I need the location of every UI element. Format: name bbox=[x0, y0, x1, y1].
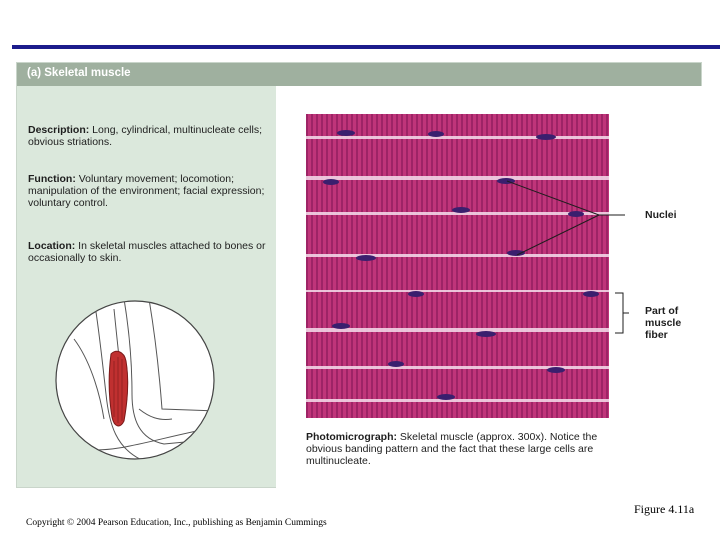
function-text bbox=[28, 173, 268, 209]
arm-muscle-illustration bbox=[54, 299, 216, 461]
muscle-fiber-label: Part of muscle fiber bbox=[645, 305, 682, 341]
skeletal-muscle-micrograph bbox=[306, 114, 609, 418]
nuclei-label: Nuclei bbox=[645, 209, 677, 221]
photomicrograph-caption bbox=[306, 431, 606, 467]
function-label: Function: bbox=[28, 173, 76, 185]
panel-header bbox=[17, 63, 701, 86]
copyright-notice: Copyright © 2004 Pearson Education, Inc., publishing as Benjamin Cummings bbox=[26, 518, 327, 528]
figure-label: Figure 4.11a bbox=[634, 502, 695, 516]
panel-title: (a) Skeletal muscle bbox=[27, 67, 131, 79]
description-label: Description: bbox=[28, 124, 90, 136]
function-body: Voluntary movement; locomotion; manipulation of the environment; facial expression; voluntary control. bbox=[28, 173, 265, 209]
skeletal-muscle-panel bbox=[16, 62, 702, 488]
caption-label: Photomicrograph: bbox=[306, 431, 397, 443]
description-body: Long, cylindrical, multinucleate cells; obvious striations. bbox=[28, 124, 263, 148]
location-body: In skeletal muscles attached to bones or occasionally to skin. bbox=[28, 240, 266, 264]
location-label: Location: bbox=[28, 240, 76, 252]
title-divider-rule bbox=[12, 45, 720, 49]
biceps-muscle bbox=[109, 351, 128, 426]
location-text bbox=[28, 240, 268, 264]
description-text bbox=[28, 124, 268, 148]
caption-body: Skeletal muscle (approx. 300x). Notice the obvious banding pattern and the fact that these large cells are multinucleate. bbox=[306, 431, 598, 467]
